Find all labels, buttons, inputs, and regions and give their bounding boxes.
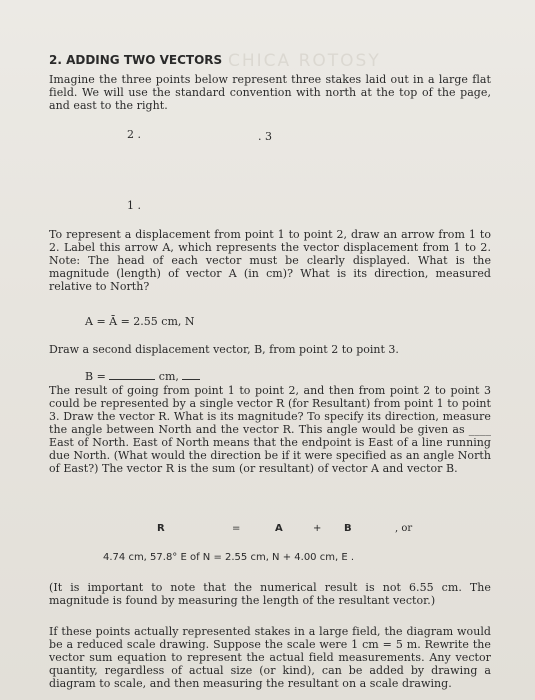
answer-b-magnitude-blank[interactable] <box>109 369 155 380</box>
sum-r: R <box>157 523 165 534</box>
watermark: CHICA ROTOSY <box>228 51 381 71</box>
answer-b <box>85 369 200 383</box>
intro-text: Imagine the three points below represent three stakes laid out in a large flat field. We will use the standard convention with north at the top of the page, and east to the right. <box>49 73 491 112</box>
numeric-equation: 4.74 cm, 57.8° E of N = 2.55 cm, N + 4.00 cm, E . <box>103 552 354 563</box>
question-a-text: To represent a displacement from point 1 to point 2, draw an arrow from 1 to 2. Label this arrow A, which represents the vector displacement from 1 to 2. Note: The head of each vector must be clearly displayed. What is the magnitude (length) of vector A (in cm)? What is its direction, measured relative to North? <box>49 228 491 293</box>
note-paragraph <box>49 581 491 607</box>
result-text: The result of going from point 1 to point 2, and then from point 2 to point 3 could be represented by a single vector R (for Resultant) from point 1 to point 3. Draw the vector R. What is its magnitude? To specify its direction, measure the angle between North and the vector R. This angle would be given as ____ East of North. East of North means that the endpoint is East of a line running due North. (What would the direction be if it were specified as an angle North of East?) The vector R is the sum (or resultant) of vector A and vector B. <box>49 384 491 475</box>
answer-b-label: B = <box>85 370 106 383</box>
sum-a: A <box>275 523 283 534</box>
final-text: If these points actually represented stakes in a large field, the diagram would be a reduced scale drawing. Suppose the scale were 1 cm = 5 m. Rewrite the vector sum equation to represent the actual field measurements. Any vector quantity, regardless of actual size (or kind), can be added by drawing a diagram to scale, and then measuring the resultant on a scale drawing. <box>49 625 491 690</box>
intro-paragraph <box>49 73 491 112</box>
answer-b-direction-blank[interactable] <box>182 369 200 380</box>
point-1: 1 . <box>127 199 141 212</box>
sum-b: B <box>344 523 352 534</box>
question-a-paragraph <box>49 228 491 293</box>
note-text: (It is important to note that the numerical result is not 6.55 cm. The magnitude is found by measuring the length of the resultant vector.) <box>49 581 491 607</box>
section-heading: 2. ADDING TWO VECTORS <box>49 53 223 67</box>
sum-or: , or <box>395 523 413 534</box>
prompt-b: Draw a second displacement vector, B, from point 2 to point 3. <box>49 343 399 356</box>
point-2: 2 . <box>127 128 141 141</box>
answer-a: A = Ā = 2.55 cm, N <box>85 315 195 328</box>
point-3: . 3 <box>258 130 272 143</box>
sum-plus: + <box>313 523 322 534</box>
sum-equals: = <box>232 523 241 534</box>
result-paragraph <box>49 384 491 475</box>
final-paragraph <box>49 625 491 690</box>
answer-b-unit: cm, <box>158 370 179 383</box>
